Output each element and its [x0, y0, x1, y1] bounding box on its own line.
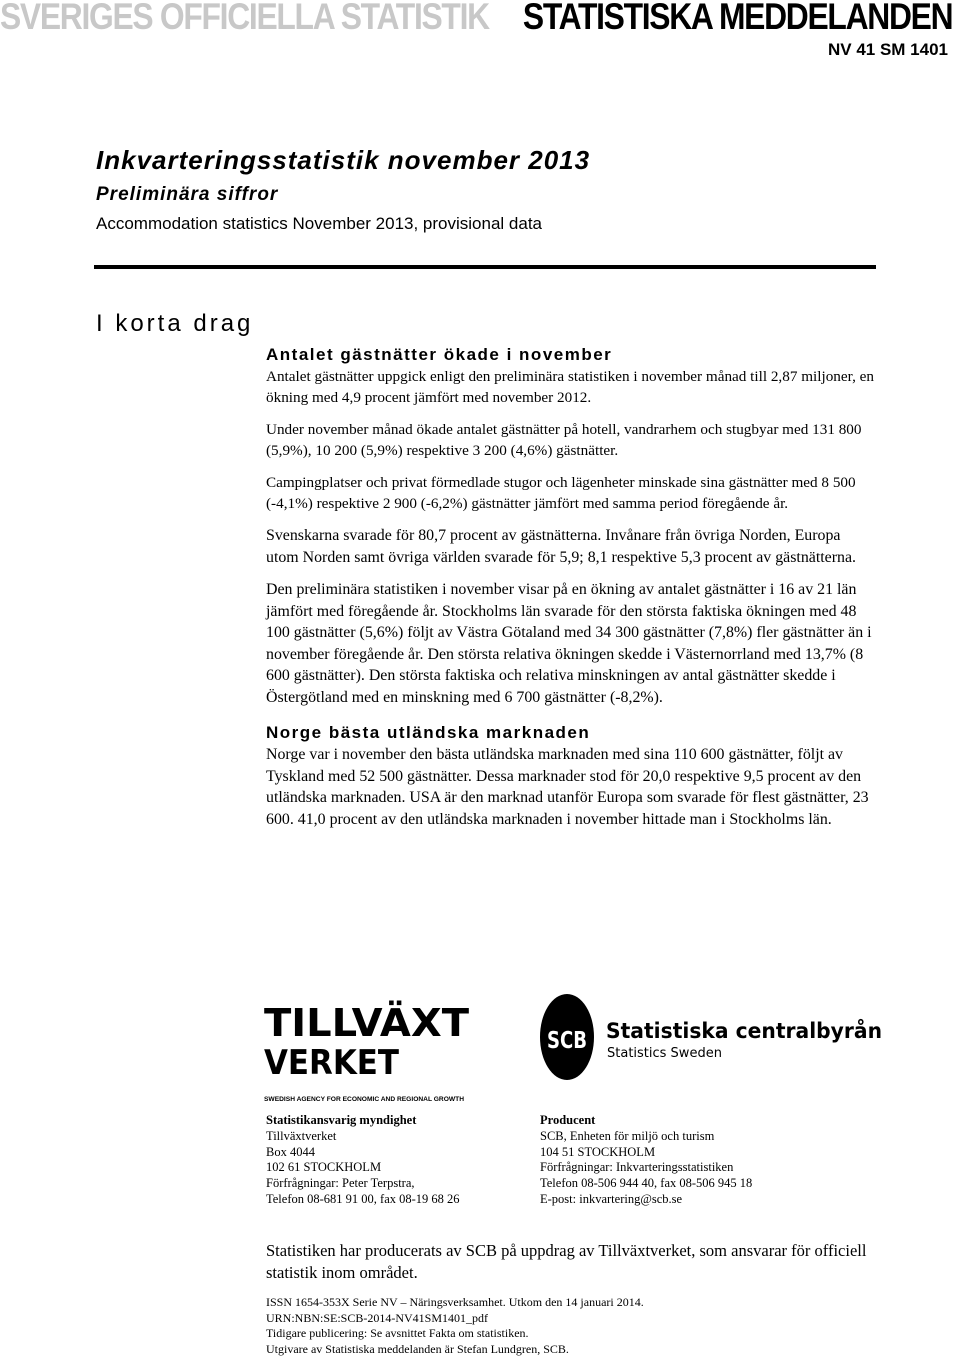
scb-english-name: Statistics Sweden: [607, 1046, 722, 1061]
publication-series-name: STATISTISKA MEDDELANDEN: [522, 0, 952, 37]
contact-heading: Statistikansvarig myndighet: [266, 1113, 417, 1127]
urn-line: URN:NBN:SE:SCB-2014-NV41SM1401_pdf: [266, 1310, 489, 1325]
title-divider: [94, 265, 876, 269]
contact-heading: Producent: [540, 1113, 596, 1127]
contact-producer: [540, 1113, 752, 1208]
contact-line: Telefon 08-506 944 40, fax 08-506 945 18: [540, 1176, 753, 1191]
english-title: Accommodation statistics November 2013, provisional data: [96, 214, 542, 233]
contact-email: E-post: inkvartering@scb.se: [540, 1191, 683, 1206]
scb-name: Statistiska centralbyrån: [606, 1019, 892, 1043]
issn-line: ISSN 1654-353X Serie NV – Näringsverksamhet. Utkom den 14 januari 2014.: [266, 1295, 644, 1309]
contact-line: Förfrågningar: Peter Terpstra,: [266, 1176, 415, 1191]
masthead: [0, 0, 960, 44]
paragraph: Campingplatser och privat förmedlade stugor och lägenheter minskade sina gästnätter med 8 500 (-4,1%) respektive 2 900 (-6,2%) gästnätter jämfört med samma period föregående år.: [266, 474, 856, 512]
series-code: NV 41 SM 1401: [827, 40, 948, 59]
tillvaxtverket-wordmark-line1: TILLVÄXT: [264, 1001, 470, 1045]
paragraph: Svenskarna svarade för 80,7 procent av gästnätterna. Invånare från övriga Norden, Europa utom Norden samt övriga världen svarade för 5,9; 8,1 respektive 5,3 procent av gästnätterna.: [266, 527, 856, 566]
tillvaxtverket-wordmark-line2: VERKET: [264, 1043, 400, 1083]
section-label: I korta drag: [96, 310, 254, 337]
contact-line: Tillväxtverket: [266, 1128, 337, 1143]
contact-responsible-authority: [266, 1113, 460, 1208]
tillvaxtverket-tagline: SWEDISH AGENCY FOR ECONOMIC AND REGIONAL GROWTH: [264, 1096, 465, 1103]
publication-metadata: [266, 1295, 644, 1357]
previous-publication-line: Tidigare publicering: Se avsnittet Fakta om statistiken.: [266, 1326, 529, 1340]
heading-norway-best-market: Norge bästa utländska marknaden: [266, 723, 591, 742]
paragraph: Norge var i november den bästa utländska marknaden med sina 110 600 gästnätter, följt av Tyskland med 52 500 gästnätter. Dessa marknader stod för 20,0 respektive 9,5 procent av den utländska marknaden. USA är den marknad utanför Europa som svarade för flest gästnätter, 23 600. 41,0 procent av den utländska marknaden i november hittade man i Stockholms län.: [266, 746, 869, 828]
scb-emblem-text: SCB: [547, 1028, 587, 1054]
official-statistics-series-name: SVERIGES OFFICIELLA STATISTIK: [0, 0, 489, 37]
document-title: Inkvarteringsstatistik november 2013: [96, 145, 591, 175]
heading-guest-nights-increased: Antalet gästnätter ökade i november: [266, 345, 613, 364]
scb-logo: [540, 994, 900, 1084]
tillvaxtverket-logo: [264, 990, 484, 1105]
contact-line: Förfrågningar: Inkvarteringsstatistiken: [540, 1160, 734, 1175]
paragraph: Den preliminära statistiken i november visar på en ökning av antalet gästnätter i 16 av 21 län jämfört med föregående år. Stockholms län svarade för den största faktiska ökningen med 48 100 gästnätter (5,6%) följt av Västra Götaland med 34 300 gästnätter (7,8%) fler gästnätter än i november föregående år. Den största relativa ökningen skedde i Västernorrland med 13,7% (8 600 gästnätter). Den största faktiska och relativa minskningen av antal gästnätter skedde i Östergötland med en minskning med 6 700 gästnätter (-8,2%).: [266, 581, 872, 706]
publisher-line: Utgivare av Statistiska meddelanden är Stefan Lundgren, SCB.: [266, 1341, 569, 1356]
summary-body: [266, 344, 876, 841]
paragraph: Under november månad ökade antalet gästnätter på hotell, vandrarhem och stugbyar med 131 800 (5,9%), 10 200 (5,9%) respektive 3 200 (4,6%) gästnätter.: [266, 421, 862, 459]
contact-line: SCB, Enheten för miljö och turism: [540, 1128, 715, 1143]
paragraph: Antalet gästnätter uppgick enligt den preliminära statistiken i november månad till 2,87 miljoner, en ökning med 4,9 procent jämfört med november 2012.: [266, 368, 874, 406]
contact-line: 104 51 STOCKHOLM: [540, 1144, 656, 1159]
contact-line: Telefon 08-681 91 00, fax 08-19 68 26: [266, 1191, 460, 1206]
contact-line: Box 4044: [266, 1144, 315, 1159]
contact-line: 102 61 STOCKHOLM: [266, 1160, 382, 1175]
production-statement: Statistiken har producerats av SCB på uppdrag av Tillväxtverket, som ansvarar för officiell statistik inom området.: [266, 1241, 867, 1282]
document-subtitle: Preliminära siffror: [96, 184, 279, 205]
